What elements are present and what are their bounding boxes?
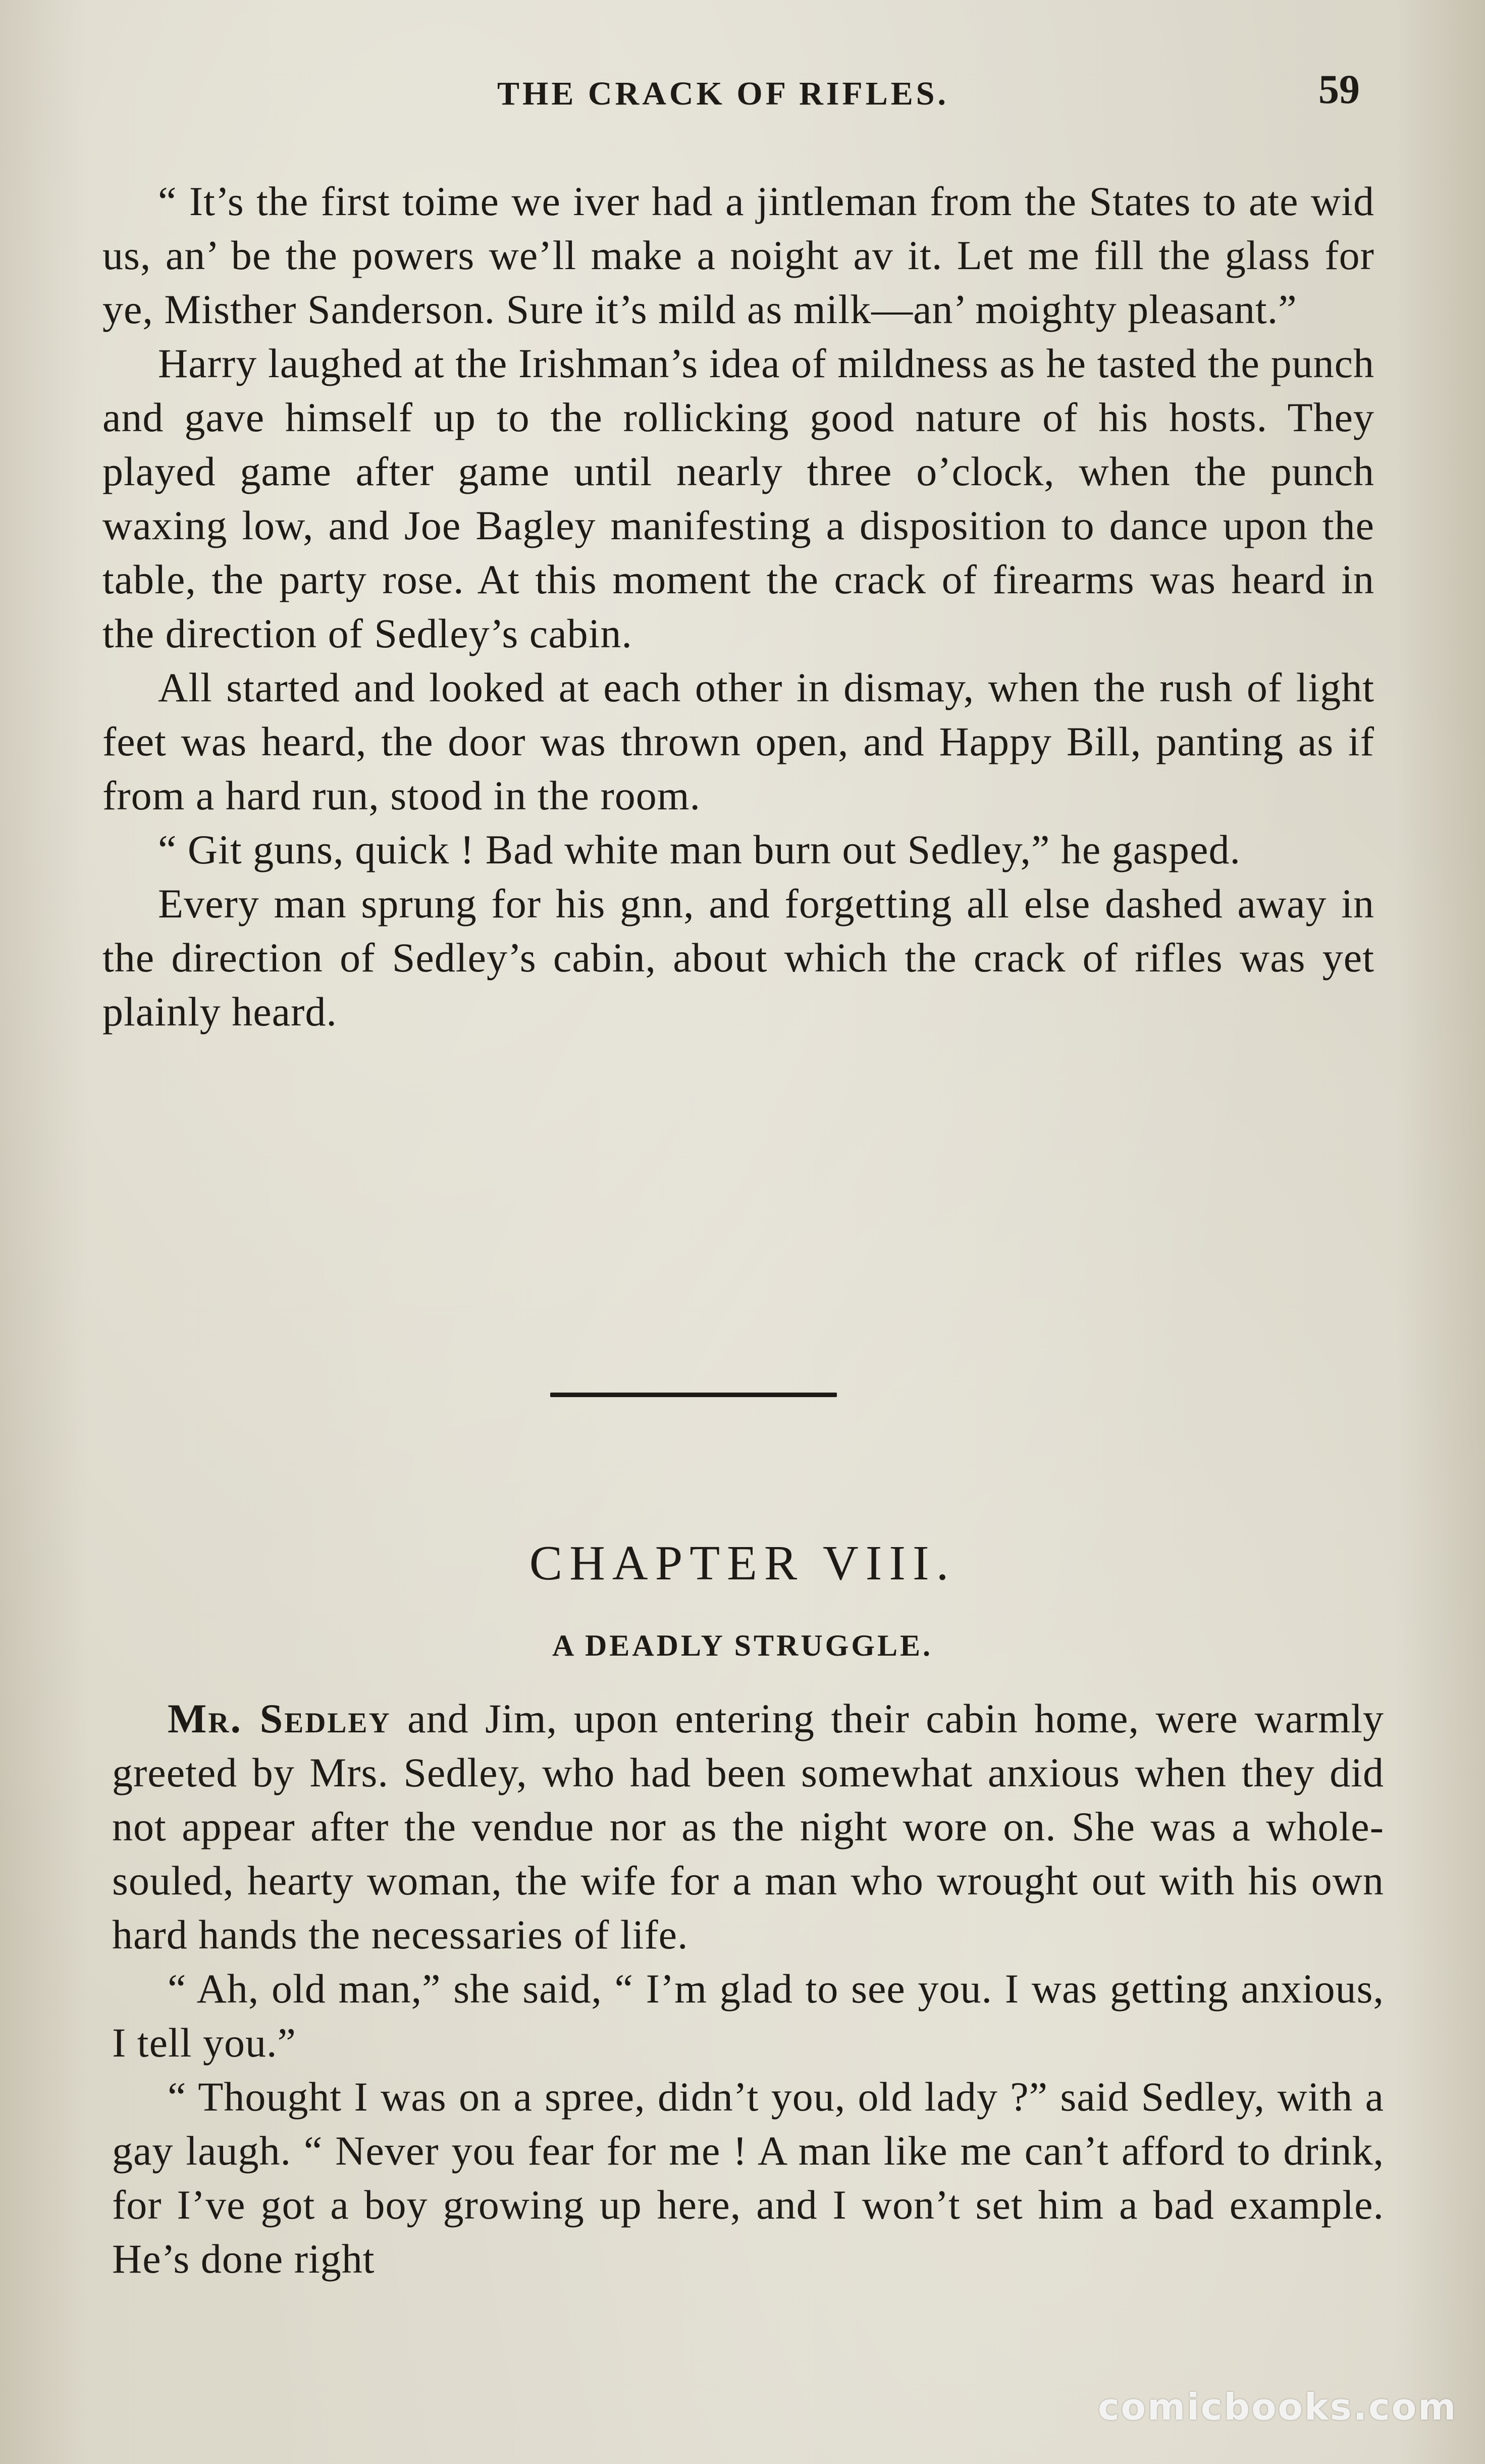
paragraph: Every man sprung for his gnn, and forgetting all else dashed away in the direction of Sedley’s cabin, about which the crack of rifles was yet plainly heard.	[102, 881, 1374, 1035]
section-divider	[550, 1393, 837, 1397]
bottom-text-block	[112, 1691, 1384, 2286]
top-text-block	[102, 174, 1374, 1039]
chapter-title: CHAPTER VIII.	[529, 1536, 956, 1590]
paragraph: “ Thought I was on a spree, didn’t you, old lady ?” said Sedley, with a gay laugh. “ Never you fear for me ! A man like me can’t afford to drink, for I’ve got a boy growing up here, and I won’t set him a bad example. He’s done right	[112, 2074, 1384, 2282]
paragraph-text: and Jim, upon entering their cabin home, were warmly greeted by Mrs. Sedley, who had been somewhat anxious when they did not appear after the vendue nor as the night wore on. She was a whole-souled, hearty woman, the wife for a man who wrought out with his own hard hands the necessaries of life.	[112, 1696, 1384, 1958]
paragraph: Harry laughed at the Irishman’s idea of mildness as he tasted the punch and gave himself up to the rollicking good nature of his hosts. They played game after game until nearly three o’clock, when the punch waxing low, and Joe Bagley manifesting a disposition to dance upon the table, the party rose. At this moment the crack of firearms was heard in the direction of Sedley’s cabin.	[102, 340, 1374, 656]
chapter-lead-in: Mr. Sedley	[168, 1696, 391, 1741]
paragraph: “ It’s the first toime we iver had a jintleman from the States to ate wid us, an’ be the powers we’ll make a noight av it. Let me fill the glass for ye, Misther Sanderson. Sure it’s mild as milk—an’ moighty pleasant.”	[102, 178, 1374, 332]
watermark: comicbooks.com	[1098, 2386, 1458, 2428]
paragraph: “ Ah, old man,” she said, “ I’m glad to see you. I was getting anxious, I tell you.”	[112, 1966, 1384, 2066]
chapter-subtitle: A DEADLY STRUGGLE.	[552, 1629, 933, 1662]
paragraph: All started and looked at each other in dismay, when the rush of light feet was heard, the door was thrown open, and Happy Bill, panting as if from a hard run, stood in the room.	[102, 664, 1374, 818]
paragraph	[112, 1691, 1384, 1962]
page-number: 59	[1318, 66, 1360, 112]
page-header	[0, 66, 1485, 121]
paragraph: “ Git guns, quick ! Bad white man burn out Sedley,” he gasped.	[158, 827, 1241, 872]
running-head: THE CRACK OF RIFLES.	[497, 75, 949, 112]
